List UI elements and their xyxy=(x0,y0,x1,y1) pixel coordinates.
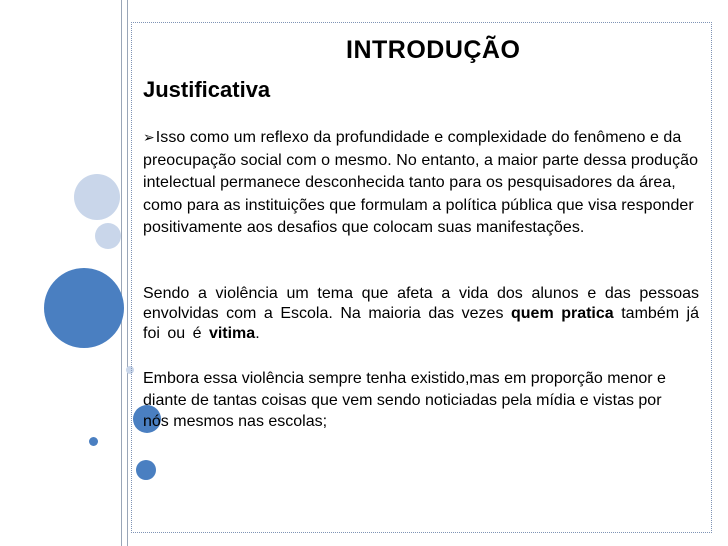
slide-title: INTRODUÇÃO xyxy=(346,36,521,64)
paragraph-2-text-a: Sendo a violência um tema que afeta a vida dos alunos e das pessoas envolvidas com a Escola. Na maioria das vezes xyxy=(143,285,699,322)
decor-circle-medium xyxy=(74,174,120,220)
paragraph-2-text-b: também já foi ou é xyxy=(143,305,700,342)
paragraph-1 xyxy=(143,126,703,240)
paragraph-2-text-c: . xyxy=(255,325,260,342)
slide-subtitle: Justificativa xyxy=(143,77,271,102)
paragraph-1-text: Isso como um reflexo da profundidade e complexidade do fenômeno e da preocupação social com o mesmo. No entanto, a maior parte dessa produção intelectual permanece desconhecida tanto para os pesquisadores da área, como para as instituições que formulam a política pública que visa responder positivamente aos desafios que colocam suas manifestações. xyxy=(143,129,699,236)
paragraph-2-bold-a: quem pratica xyxy=(511,305,614,322)
paragraph-2 xyxy=(143,284,699,344)
paragraph-2-bold-b: vitima xyxy=(208,325,256,342)
bullet-arrow-icon: ➢ xyxy=(143,129,155,145)
decor-circle-large xyxy=(44,268,124,348)
paragraph-3: Embora essa violência sempre tenha existido,mas em proporção menor e diante de tantas coisas que vem sendo noticiadas pela mídia e vistas por nós mesmos nas escolas; xyxy=(143,370,666,430)
decor-circle-small xyxy=(95,223,121,249)
decor-dot-1 xyxy=(89,437,98,446)
decor-line-1 xyxy=(121,0,122,546)
decor-line-2 xyxy=(127,0,128,546)
